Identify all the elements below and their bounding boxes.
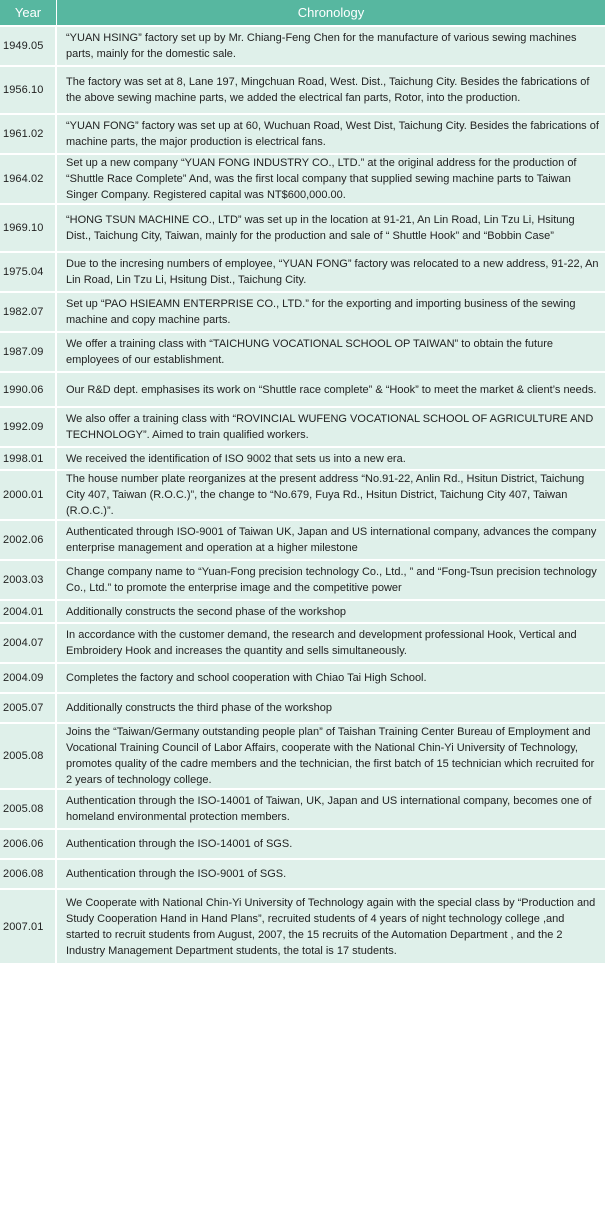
chronology-cell: We Cooperate with National Chin-Yi University of Technology again with the special class by “Production and Study Cooperation Hand in Hand Plans”, recruited students of 4 years of night technology college ,and started to recruit students from August, 2007, the 15 recruits of the Automation Department , and the 2 Industry Management Department students, the total is 17 students. [57, 890, 605, 965]
year-cell: 1961.02 [0, 115, 57, 155]
chronology-cell: Authentication through the ISO-14001 of Taiwan, UK, Japan and US international company, becomes one of homeland environmental protection members. [57, 790, 605, 830]
chronology-cell: We also offer a training class with “ROVINCIAL WUFENG VOCATIONAL SCHOOL OF AGRICULTURE AND TECHNOLOGY”. Aimed to train qualified workers. [57, 408, 605, 448]
chronology-cell: Additionally constructs the third phase of the workshop [57, 694, 605, 724]
chronology-cell: Set up “PAO HSIEAMN ENTERPRISE CO., LTD.” for the exporting and importing business of the sewing machine and copy machine parts. [57, 293, 605, 333]
year-cell: 1990.06 [0, 373, 57, 408]
chronology-cell: “YUAN FONG” factory was set up at 60, Wuchuan Road, West Dist, Taichung City. Besides the fabrications of machine parts, the major production is electrical fans. [57, 115, 605, 155]
chronology-column-header: Chronology [57, 0, 605, 27]
table-row [0, 790, 605, 830]
chronology-cell: Joins the “Taiwan/Germany outstanding people plan” of Taishan Training Center Bureau of Employment and Vocational Training Council of Labor Affairs, cooperate with the National Chin-Yi University of Technology, promotes quality of the cadre members and the technician, the first batch of 15 technician which recruited for 2 years of technology college. [57, 724, 605, 790]
year-column-header: Year [0, 0, 57, 27]
table-row [0, 253, 605, 293]
table-row [0, 664, 605, 694]
year-cell: 2006.08 [0, 860, 57, 890]
table-row [0, 561, 605, 601]
table-row [0, 205, 605, 253]
year-cell: 2006.06 [0, 830, 57, 860]
year-cell: 1992.09 [0, 408, 57, 448]
table-row [0, 67, 605, 115]
year-cell: 1998.01 [0, 448, 57, 471]
table-row [0, 448, 605, 471]
chronology-cell: We offer a training class with “TAICHUNG VOCATIONAL SCHOOL OP TAIWAN” to obtain the future employees of our establishment. [57, 333, 605, 373]
year-cell: 2004.01 [0, 601, 57, 624]
header-row [0, 0, 605, 27]
table-row [0, 293, 605, 333]
year-cell: 2005.07 [0, 694, 57, 724]
year-cell: 1949.05 [0, 27, 57, 67]
chronology-cell: Change company name to “Yuan-Fong precision technology Co., Ltd., ” and “Fong-Tsun precision technology Co., Ltd.” to promote the enterprise image and the competitive power [57, 561, 605, 601]
year-cell: 2007.01 [0, 890, 57, 965]
table-row [0, 115, 605, 155]
year-cell: 1964.02 [0, 155, 57, 205]
year-cell: 1987.09 [0, 333, 57, 373]
chronology-cell: The house number plate reorganizes at the present address “No.91-22, Anlin Rd., Hsitun District, Taichung City 407, Taiwan (R.O.C.)”, the change to “No.679, Fuya Rd., Hsitun District, Taichung City 407, Taiwan (R.O.C.)”. [57, 471, 605, 521]
year-cell: 2005.08 [0, 790, 57, 830]
table-body [0, 27, 605, 965]
chronology-cell: “HONG TSUN MACHINE CO., LTD” was set up in the location at 91-21, An Lin Road, Lin Tzu Li, Hsitung Dist., Taichung City, Taiwan, mainly for the production and sale of “ Shuttle Hook” and “Bobbin Case” [57, 205, 605, 253]
table-row [0, 694, 605, 724]
table-row [0, 521, 605, 561]
table-row [0, 890, 605, 965]
year-cell: 2002.06 [0, 521, 57, 561]
year-cell: 2004.09 [0, 664, 57, 694]
table-row [0, 155, 605, 205]
year-cell: 2005.08 [0, 724, 57, 790]
chronology-cell: Authentication through the ISO-14001 of SGS. [57, 830, 605, 860]
year-cell: 2000.01 [0, 471, 57, 521]
table-row [0, 408, 605, 448]
table-row [0, 27, 605, 67]
chronology-cell: Additionally constructs the second phase of the workshop [57, 601, 605, 624]
chronology-cell: Due to the incresing numbers of employee, “YUAN FONG” factory was relocated to a new address, 91-22, An Lin Road, Lin Tzu Li, Hsitung Dist., Taichung City. [57, 253, 605, 293]
chronology-cell: The factory was set at 8, Lane 197, Mingchuan Road, West. Dist., Taichung City. Besides the fabrications of the above sewing machine parts, we added the electrical fan parts, Rotor, into the production. [57, 67, 605, 115]
chronology-cell: Our R&D dept. emphasises its work on “Shuttle race complete” & “Hook” to meet the market & client’s needs. [57, 373, 605, 408]
year-cell: 1975.04 [0, 253, 57, 293]
table-row [0, 860, 605, 890]
year-cell: 1982.07 [0, 293, 57, 333]
chronology-cell: “YUAN HSING” factory set up by Mr. Chiang-Feng Chen for the manufacture of various sewing machines parts, mainly for the domestic sale. [57, 27, 605, 67]
year-cell: 1956.10 [0, 67, 57, 115]
year-cell: 2003.03 [0, 561, 57, 601]
table-row [0, 373, 605, 408]
chronology-cell: Authentication through the ISO-9001 of SGS. [57, 860, 605, 890]
table-header [0, 0, 605, 27]
chronology-cell: Set up a new company “YUAN FONG INDUSTRY CO., LTD.” at the original address for the production of “Shuttle Race Complete” And, was the first local company that supplied sewing machine parts to Taiwan Singer Company. Registered capital was NT$600,000.00. [57, 155, 605, 205]
chronology-cell: In accordance with the customer demand, the research and development professional Hook, Vertical and Embroidery Hook and increases the quantity and sells simultaneously. [57, 624, 605, 664]
year-cell: 2004.07 [0, 624, 57, 664]
chronology-cell: We received the identification of ISO 9002 that sets us into a new era. [57, 448, 605, 471]
table-row [0, 471, 605, 521]
table-row [0, 333, 605, 373]
chronology-cell: Authenticated through ISO-9001 of Taiwan UK, Japan and US international company, advances the company enterprise management and operation at a higher milestone [57, 521, 605, 561]
table-row [0, 601, 605, 624]
table-row [0, 624, 605, 664]
table-row [0, 830, 605, 860]
chronology-cell: Completes the factory and school cooperation with Chiao Tai High School. [57, 664, 605, 694]
table-row [0, 724, 605, 790]
year-cell: 1969.10 [0, 205, 57, 253]
